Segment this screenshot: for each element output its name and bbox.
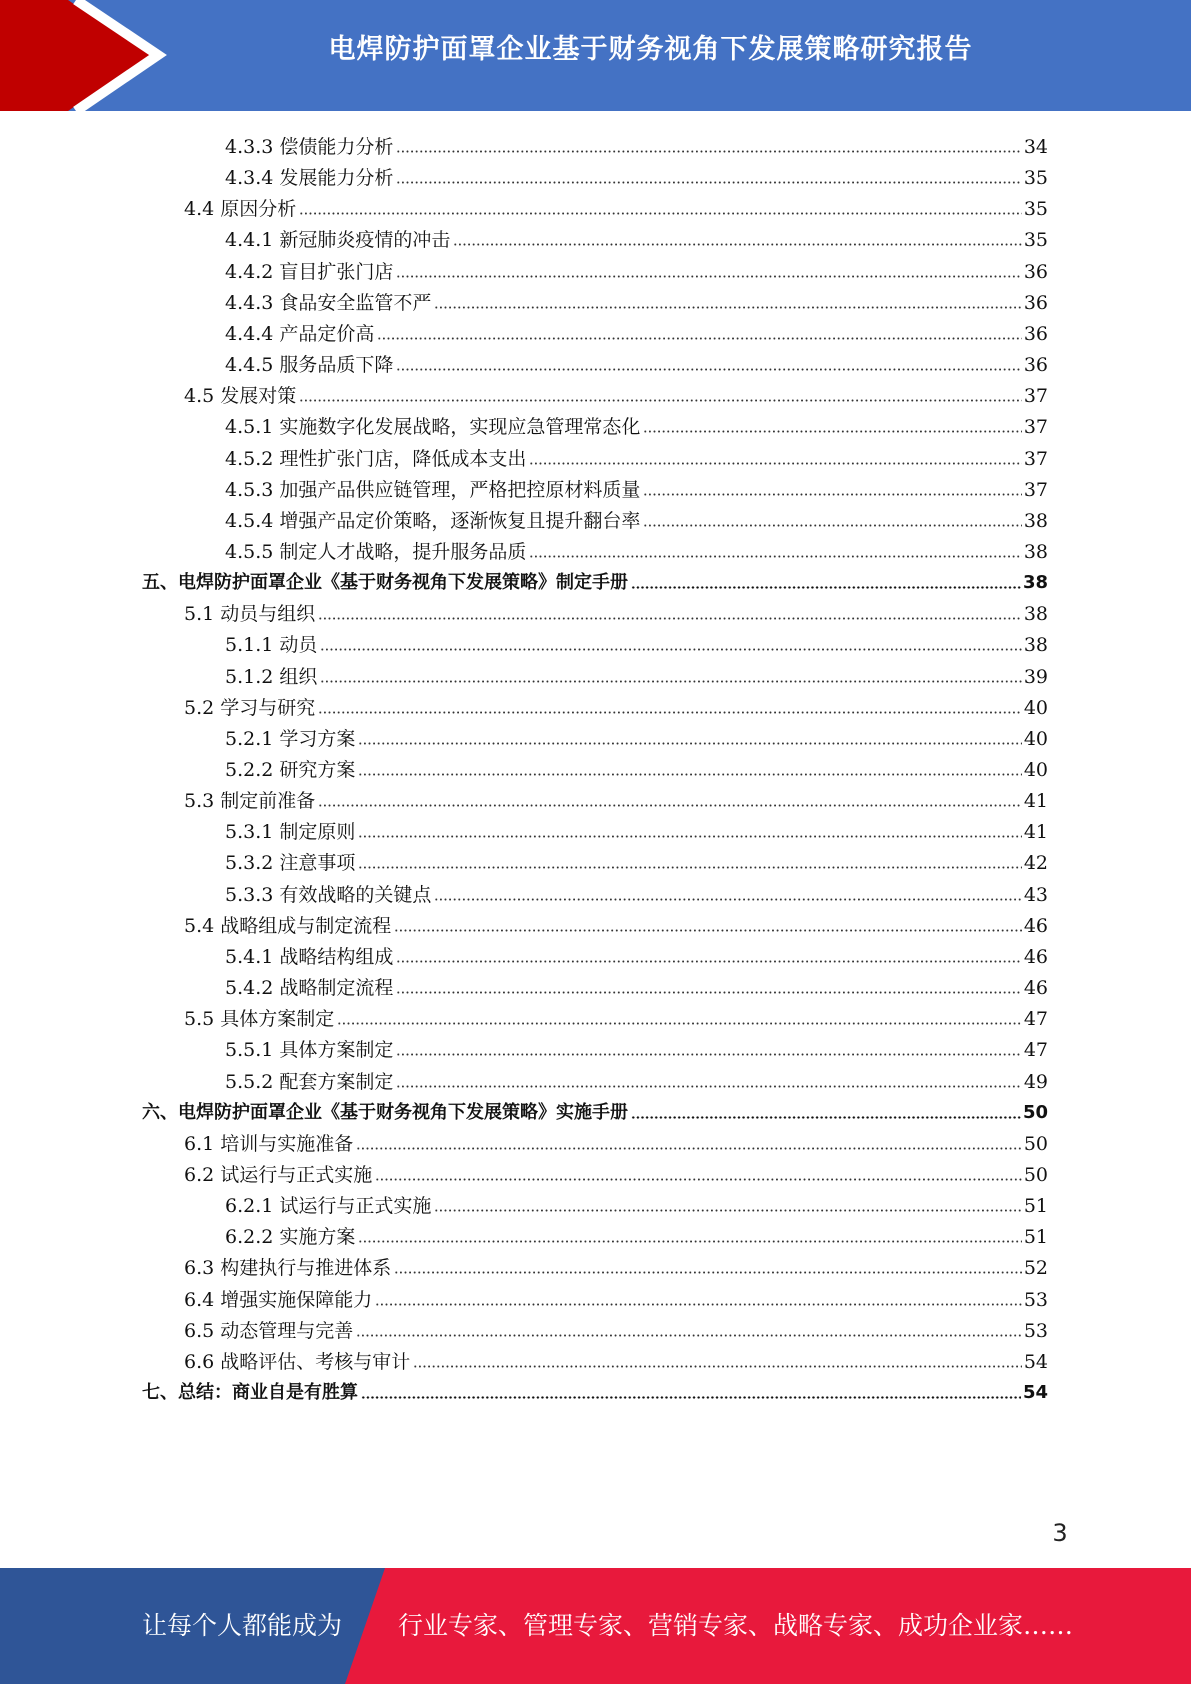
- toc-entry[interactable]: [184, 1343, 1048, 1374]
- toc-entry[interactable]: [225, 533, 1048, 564]
- toc-entry[interactable]: [225, 751, 1048, 782]
- toc-entry[interactable]: [225, 253, 1048, 284]
- toc-dot-leader: [394, 1270, 1022, 1275]
- toc-entry-title: 五、电焊防护面罩企业《基于财务视角下发展策略》制定手册: [142, 572, 628, 594]
- toc-entry[interactable]: [184, 689, 1048, 720]
- toc-entry-title: 5.4.1 战略结构组成: [225, 945, 394, 968]
- toc-dot-leader: [413, 1364, 1022, 1369]
- toc-entry-page: 43: [1023, 883, 1048, 906]
- toc-entry[interactable]: [225, 720, 1048, 751]
- toc-entry-page: 36: [1023, 322, 1048, 345]
- toc-entry-title: 4.5.1 实施数字化发展战略，实现应急管理常态化: [225, 416, 641, 439]
- toc-dot-leader: [356, 1146, 1022, 1151]
- toc-entry[interactable]: [184, 782, 1048, 813]
- toc-entry-page: 54: [1023, 1350, 1048, 1373]
- toc-dot-leader: [396, 959, 1021, 964]
- toc-dot-leader: [434, 897, 1021, 902]
- toc-dot-leader: [358, 772, 1021, 777]
- toc-entry[interactable]: [184, 1249, 1048, 1280]
- toc-entry[interactable]: [184, 377, 1048, 408]
- toc-entry[interactable]: [225, 626, 1048, 657]
- toc-entry-title: 5.5.2 配套方案制定: [225, 1070, 394, 1093]
- toc-dot-leader: [318, 616, 1022, 621]
- toc-entry[interactable]: [184, 1000, 1048, 1031]
- toc-entry-page: 46: [1023, 945, 1048, 968]
- toc-entry-title: 5.2 学习与研究: [184, 696, 316, 719]
- toc-entry-title: 4.4.3 食品安全监管不严: [225, 291, 432, 314]
- toc-entry[interactable]: [225, 284, 1048, 315]
- toc-entry[interactable]: [225, 221, 1048, 252]
- toc-entry[interactable]: [225, 408, 1048, 439]
- toc-entry[interactable]: [225, 938, 1048, 969]
- toc-entry-page: 36: [1023, 260, 1048, 283]
- header-band: [0, 0, 1191, 111]
- toc-dot-leader: [358, 1239, 1021, 1244]
- toc-entry-page: 53: [1023, 1319, 1048, 1342]
- toc-entry-title: 5.3.3 有效战略的关键点: [225, 883, 432, 906]
- toc-entry-title: 六、电焊防护面罩企业《基于财务视角下发展策略》实施手册: [142, 1101, 628, 1123]
- toc-dot-leader: [434, 1208, 1021, 1213]
- toc-entry-title: 6.2.1 试运行与正式实施: [225, 1195, 432, 1218]
- footer-band: [0, 1568, 1191, 1684]
- toc-entry-page: 38: [1023, 634, 1048, 657]
- toc-entry-page: 39: [1023, 665, 1048, 688]
- toc-entry[interactable]: [184, 1125, 1048, 1156]
- toc-entry[interactable]: [225, 128, 1048, 159]
- toc-entry-title: 4.4.5 服务品质下降: [225, 354, 394, 377]
- toc-entry-page: 49: [1023, 1070, 1048, 1093]
- toc-entry[interactable]: [184, 1281, 1048, 1312]
- toc-dot-leader: [320, 679, 1021, 684]
- page-number: 3: [1052, 1519, 1068, 1547]
- toc-entry-title: 5.3.2 注意事项: [225, 852, 356, 875]
- toc-entry-page: 40: [1023, 696, 1048, 719]
- toc-entry[interactable]: [225, 876, 1048, 907]
- toc-dot-leader: [361, 1395, 1021, 1400]
- toc-entry-title: 4.5.5 制定人才战略，提升服务品质: [225, 540, 527, 563]
- toc-entry-title: 6.5 动态管理与完善: [184, 1319, 354, 1342]
- toc-entry-page: 47: [1023, 1039, 1048, 1062]
- toc-entry-page: 40: [1023, 759, 1048, 781]
- toc-dot-leader: [299, 398, 1022, 403]
- toc-entry[interactable]: [225, 1187, 1048, 1218]
- toc-entry-page: 38: [1023, 509, 1048, 532]
- toc-entry[interactable]: [142, 1094, 1048, 1125]
- toc-entry-page: 47: [1023, 1008, 1048, 1031]
- toc-entry[interactable]: [225, 813, 1048, 844]
- toc-dot-leader: [643, 523, 1021, 528]
- toc-dot-leader: [631, 585, 1021, 590]
- toc-entry-title: 5.3.1 制定原则: [225, 821, 356, 844]
- toc-entry[interactable]: [225, 1063, 1048, 1094]
- toc-entry-title: 5.5 具体方案制定: [184, 1008, 335, 1031]
- toc-entry-title: 5.4.2 战略制定流程: [225, 977, 394, 1000]
- toc-dot-leader: [375, 1302, 1022, 1307]
- toc-entry[interactable]: [184, 595, 1048, 626]
- toc-entry-title: 6.2.2 实施方案: [225, 1226, 356, 1249]
- toc-entry-title: 6.1 培训与实施准备: [184, 1132, 354, 1155]
- toc-entry[interactable]: [184, 1156, 1048, 1187]
- toc-entry-page: 40: [1023, 727, 1048, 750]
- toc-entry[interactable]: [225, 315, 1048, 346]
- toc-entry-page: 50: [1022, 1101, 1048, 1123]
- toc-entry-page: 37: [1023, 478, 1048, 501]
- toc-entry-page: 53: [1023, 1288, 1048, 1311]
- toc-entry-page: 37: [1023, 447, 1048, 470]
- toc-entry-page: 42: [1023, 852, 1048, 875]
- toc-entry-page: 34: [1023, 136, 1048, 158]
- toc-entry[interactable]: [142, 564, 1048, 595]
- toc-entry-title: 5.4 战略组成与制定流程: [184, 914, 392, 937]
- toc-entry[interactable]: [225, 658, 1048, 689]
- toc-entry[interactable]: [225, 844, 1048, 875]
- toc-entry-title: 4.5.4 增强产品定价策略，逐渐恢复且提升翻台率: [225, 509, 641, 532]
- toc-entry-title: 6.6 战略评估、考核与审计: [184, 1350, 411, 1373]
- toc-entry-title: 4.5 发展对策: [184, 385, 297, 408]
- toc-dot-leader: [358, 865, 1021, 870]
- toc-entry[interactable]: [142, 1374, 1048, 1405]
- toc-dot-leader: [377, 336, 1021, 341]
- toc-dot-leader: [337, 1021, 1022, 1026]
- toc-entry-title: 5.1.1 动员: [225, 634, 318, 657]
- toc-dot-leader: [394, 928, 1022, 933]
- toc-entry-title: 4.4.4 产品定价高: [225, 322, 375, 345]
- toc-entry-title: 5.1 动员与组织: [184, 603, 316, 626]
- toc-entry-title: 5.2.1 学习方案: [225, 727, 356, 750]
- footer-slogan-left: 让每个人都能成为: [142, 1611, 343, 1640]
- toc-dot-leader: [358, 834, 1021, 839]
- toc-entry-title: 6.3 构建执行与推进体系: [184, 1257, 392, 1280]
- toc-entry-page: 38: [1022, 572, 1048, 594]
- toc-dot-leader: [318, 710, 1022, 715]
- toc-entry-title: 4.4.2 盲目扩张门店: [225, 260, 394, 283]
- toc-dot-leader: [396, 1084, 1021, 1089]
- toc-dot-leader: [396, 990, 1021, 995]
- toc-entry-page: 41: [1023, 790, 1048, 813]
- toc-dot-leader: [318, 803, 1022, 808]
- toc-entry-title: 七、总结：商业自是有胜算: [142, 1382, 358, 1403]
- toc-entry-page: 37: [1023, 416, 1048, 439]
- toc-dot-leader: [643, 429, 1021, 434]
- toc-entry[interactable]: [225, 440, 1048, 471]
- toc-entry-page: 50: [1023, 1163, 1048, 1186]
- toc-entry[interactable]: [225, 471, 1048, 502]
- toc-dot-leader: [396, 274, 1021, 279]
- toc-entry-page: 54: [1022, 1382, 1048, 1403]
- page-title: 电焊防护面罩企业基于财务视角下发展策略研究报告: [328, 34, 973, 65]
- toc-dot-leader: [375, 1177, 1022, 1182]
- toc-entry-page: 35: [1023, 167, 1048, 190]
- toc-dot-leader: [529, 461, 1021, 466]
- toc-entry-page: 38: [1023, 603, 1048, 626]
- toc-dot-leader: [356, 1333, 1022, 1338]
- toc-entry-page: 38: [1023, 540, 1048, 563]
- toc-entry[interactable]: [225, 159, 1048, 190]
- toc-entry-page: 51: [1023, 1226, 1048, 1249]
- toc-entry-title: 4.5.2 理性扩张门店，降低成本支出: [225, 447, 527, 470]
- toc-entry-page: 52: [1023, 1257, 1048, 1280]
- toc-entry-page: 37: [1023, 385, 1048, 408]
- toc-dot-leader: [434, 305, 1021, 310]
- toc-dot-leader: [396, 149, 1021, 154]
- toc-entry-title: 4.5.3 加强产品供应链管理，严格把控原材料质量: [225, 478, 641, 501]
- toc-entry-title: 6.2 试运行与正式实施: [184, 1163, 373, 1186]
- toc-entry-page: 35: [1023, 198, 1048, 221]
- toc-entry-title: 4.4.1 新冠肺炎疫情的冲击: [225, 229, 451, 252]
- toc-entry-page: 36: [1023, 291, 1048, 314]
- toc-entry[interactable]: [225, 502, 1048, 533]
- toc-dot-leader: [396, 1052, 1021, 1057]
- toc-entry-title: 5.2.2 研究方案: [225, 759, 356, 781]
- toc-entry[interactable]: [184, 907, 1048, 938]
- toc-entry[interactable]: [225, 1031, 1048, 1062]
- toc-entry-page: 50: [1023, 1132, 1048, 1155]
- toc-dot-leader: [453, 242, 1021, 247]
- toc-entry[interactable]: [184, 190, 1048, 221]
- toc-dot-leader: [631, 1115, 1021, 1120]
- footer-slogan-right: 行业专家、管理专家、营销专家、战略专家、成功企业家……: [398, 1611, 1074, 1640]
- toc-entry-title: 4.3.4 发展能力分析: [225, 167, 394, 190]
- toc-dot-leader: [643, 492, 1021, 497]
- toc-entry-page: 35: [1023, 229, 1048, 252]
- toc-dot-leader: [358, 741, 1021, 746]
- toc-entry-page: 41: [1023, 821, 1048, 844]
- toc-dot-leader: [396, 367, 1021, 372]
- toc-entry[interactable]: [225, 346, 1048, 377]
- toc-entry-title: 4.3.3 偿债能力分析: [225, 136, 394, 158]
- toc-entry-page: 46: [1023, 914, 1048, 937]
- toc-entry-title: 5.1.2 组织: [225, 665, 318, 688]
- toc-entry-title: 6.4 增强实施保障能力: [184, 1288, 373, 1311]
- toc-dot-leader: [396, 180, 1021, 185]
- toc-dot-leader: [529, 554, 1021, 559]
- toc-entry[interactable]: [225, 1218, 1048, 1249]
- toc-entry-title: 5.3 制定前准备: [184, 790, 316, 813]
- toc-entry-page: 51: [1023, 1195, 1048, 1218]
- toc-entry-title: 4.4 原因分析: [184, 198, 297, 221]
- toc-entry-title: 5.5.1 具体方案制定: [225, 1039, 394, 1062]
- toc-entry-page: 36: [1023, 354, 1048, 377]
- toc-entry[interactable]: [184, 1312, 1048, 1343]
- toc-entry[interactable]: [225, 969, 1048, 1000]
- toc-dot-leader: [299, 211, 1022, 216]
- toc-dot-leader: [320, 647, 1021, 652]
- toc-entry-page: 46: [1023, 977, 1048, 1000]
